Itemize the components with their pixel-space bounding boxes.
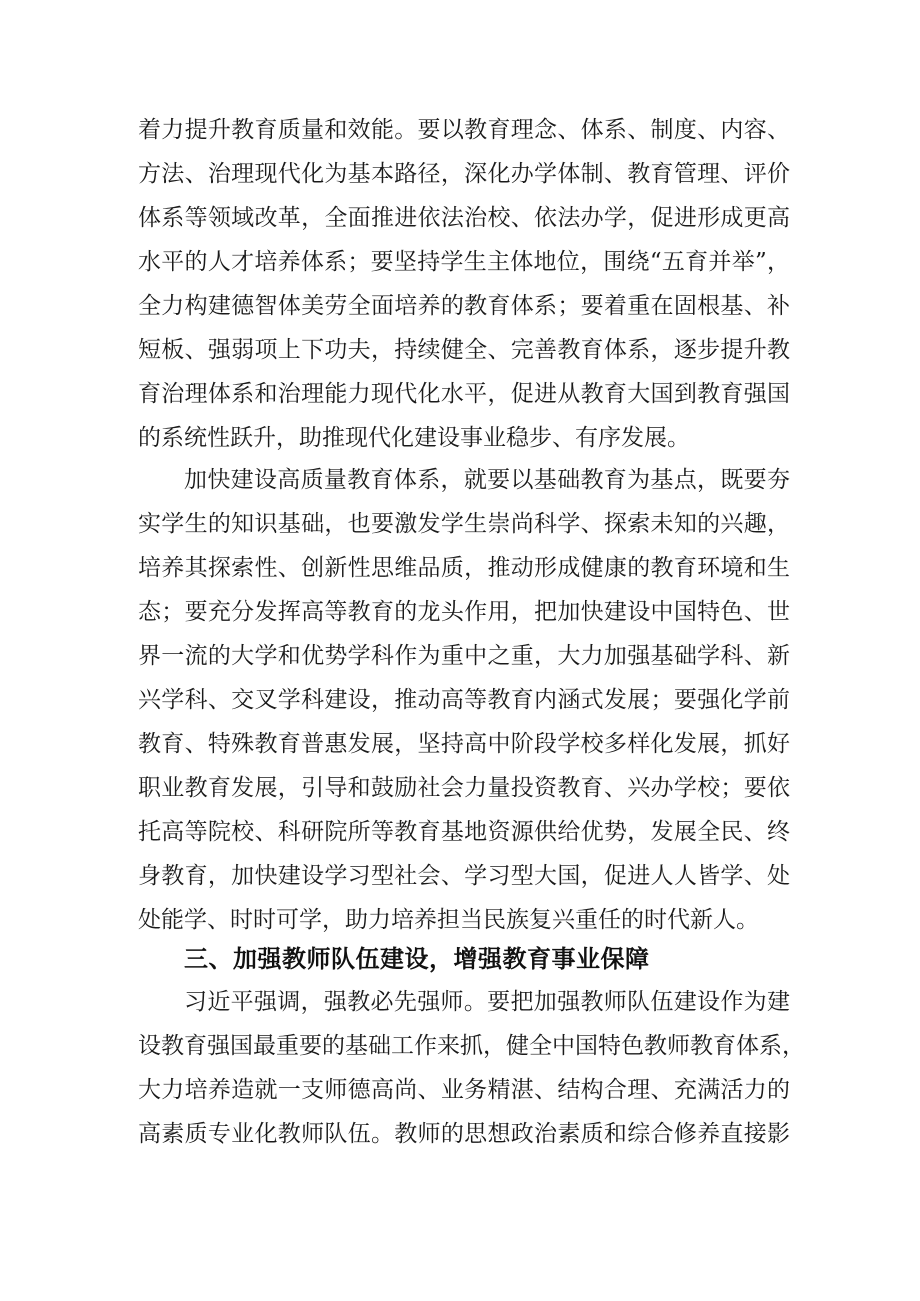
paragraph-line: 高素质专业化教师队伍。教师的思想政治素质和综合修养直接影 <box>138 1121 790 1147</box>
paragraph-line: 托高等院校、科研院所等教育基地资源供给优势，发展全民、终 <box>138 819 790 845</box>
paragraph-line: 设教育强国最重要的基础工作来抓，健全中国特色教师教育体系， <box>138 1033 805 1059</box>
paragraph-line: 方法、治理现代化为基本路径，深化办学体制、教育管理、评价 <box>138 161 790 187</box>
paragraph-line: 水平的人才培养体系；要坚持学生主体地位，围绕“五育并举”， <box>138 249 790 275</box>
paragraph-line: 育治理体系和治理能力现代化水平，促进从教育大国到教育强国 <box>138 381 790 407</box>
paragraph-line: 着力提升教育质量和效能。要以教育理念、体系、制度、内容、 <box>138 117 790 143</box>
paragraph-line: 全力构建德智体美劳全面培养的教育体系；要着重在固根基、补 <box>138 293 790 319</box>
paragraph-line: 态；要充分发挥高等教育的龙头作用，把加快建设中国特色、世 <box>138 599 790 625</box>
paragraph-line: 加快建设高质量教育体系，就要以基础教育为基点，既要夯 <box>184 467 790 493</box>
paragraph-line: 大力培养造就一支师德高尚、业务精湛、结构合理、充满活力的 <box>138 1077 790 1103</box>
section-heading: 三、加强教师队伍建设，增强教育事业保障 <box>184 945 650 973</box>
paragraph-line: 实学生的知识基础，也要激发学生崇尚科学、探索未知的兴趣， <box>138 511 790 537</box>
paragraph-line: 体系等领域改革，全面推进依法治校、依法办学，促进形成更高 <box>138 205 790 231</box>
paragraph-line: 的系统性跃升，助推现代化建设事业稳步、有序发展。 <box>138 425 690 451</box>
paragraph-line: 处能学、时时可学，助力培养担当民族复兴重任的时代新人。 <box>138 907 759 933</box>
paragraph-line: 职业教育发展，引导和鼓励社会力量投资教育、兴办学校；要依 <box>138 775 790 801</box>
paragraph-line: 习近平强调，强教必先强师。要把加强教师队伍建设作为建 <box>184 989 790 1015</box>
paragraph-line: 界一流的大学和优势学科作为重中之重，大力加强基础学科、新 <box>138 643 790 669</box>
paragraph-line: 身教育，加快建设学习型社会、学习型大国，促进人人皆学、处 <box>138 863 790 889</box>
paragraph-line: 短板、强弱项上下功夫，持续健全、完善教育体系，逐步提升教 <box>138 337 790 363</box>
paragraph-line: 培养其探索性、创新性思维品质，推动形成健康的教育环境和生 <box>138 555 790 581</box>
paragraph-line: 兴学科、交叉学科建设，推动高等教育内涵式发展；要强化学前 <box>138 687 790 713</box>
paragraph-line: 教育、特殊教育普惠发展，坚持高中阶段学校多样化发展，抓好 <box>138 731 790 757</box>
